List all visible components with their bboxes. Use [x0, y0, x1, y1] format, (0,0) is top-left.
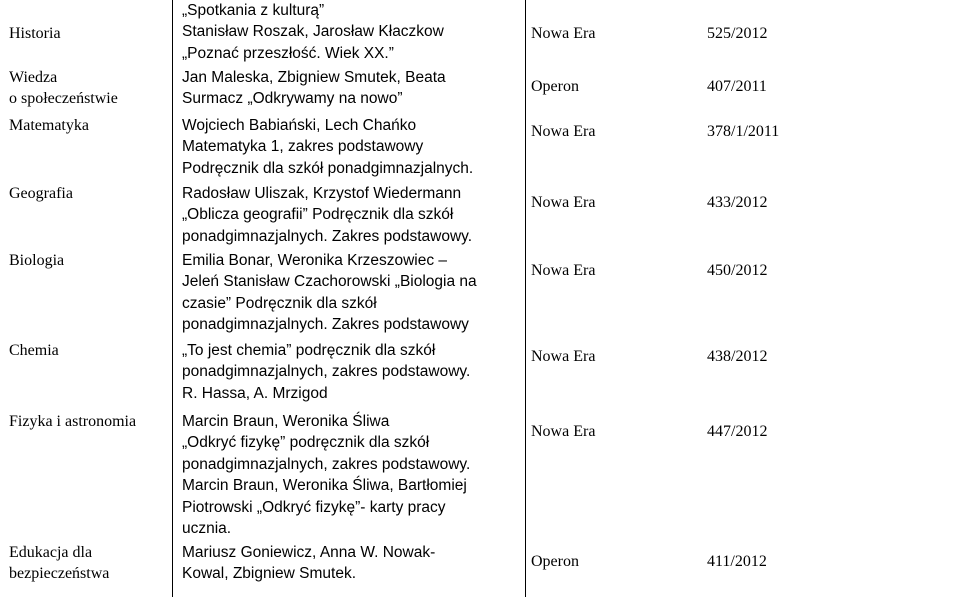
description-line: ponadgimnazjalnych, zakres podstawowy. — [182, 363, 471, 381]
publisher-cell: Nowa Era — [531, 123, 596, 140]
subject-cell — [9, 250, 64, 271]
description-line: Jeleń Stanisław Czachorowski „Biologia na — [182, 273, 477, 291]
subject-line: Wiedza — [9, 69, 58, 86]
description-line: ucznia. — [182, 520, 232, 538]
description-line: Mariusz Goniewicz, Anna W. Nowak- — [182, 544, 436, 561]
description-cell — [182, 250, 477, 336]
description-line: Marcin Braun, Weronika Śliwa — [182, 413, 390, 430]
description-cell — [182, 0, 444, 64]
description-line: czasie” Podręcznik dla szkół — [182, 294, 377, 312]
description-line: „Spotkania z kulturą” — [182, 2, 325, 19]
description-line: Podręcznik dla szkół ponadgimnazjalnych. — [182, 159, 474, 177]
subject-line: Fizyka i astronomia — [9, 413, 137, 430]
approval-number-cell: 407/2011 — [707, 78, 767, 95]
subject-line: Matematyka — [9, 117, 89, 134]
description-line: Marcin Braun, Weronika Śliwa, Bartłomiej — [182, 477, 467, 495]
subject-cell — [9, 23, 61, 44]
description-line: „To jest chemia” podręcznik dla szkół — [182, 342, 436, 359]
subject-line: Historia — [9, 25, 61, 42]
subject-cell — [9, 67, 118, 110]
column-divider — [525, 0, 526, 597]
approval-number-cell: 433/2012 — [707, 194, 768, 211]
description-line: Matematyka 1, zakres podstawowy — [182, 138, 424, 156]
subject-line: bezpieczeństwa — [9, 565, 110, 583]
approval-number-cell: 525/2012 — [707, 25, 768, 42]
subject-cell — [9, 183, 73, 204]
description-line: ponadgimnazjalnych, zakres podstawowy. — [182, 455, 471, 473]
publisher-cell: Nowa Era — [531, 423, 596, 440]
publisher-cell: Nowa Era — [531, 194, 596, 211]
description-line: Kowal, Zbigniew Smutek. — [182, 565, 357, 583]
description-cell — [182, 67, 446, 110]
description-line: „Oblicza geografii” Podręcznik dla szkół — [182, 206, 454, 224]
description-line: Stanisław Roszak, Jarosław Kłaczkow — [182, 23, 444, 41]
description-cell — [182, 411, 470, 539]
description-line: Surmacz „Odkrywamy na nowo” — [182, 90, 403, 108]
description-cell — [182, 115, 473, 179]
description-line: Emilia Bonar, Weronika Krzeszowiec – — [182, 252, 448, 269]
approval-number-cell: 411/2012 — [707, 553, 767, 570]
description-cell — [182, 340, 470, 404]
approval-number-cell: 438/2012 — [707, 348, 768, 365]
publisher-cell: Operon — [531, 553, 579, 570]
subject-line: o społeczeństwie — [9, 90, 118, 108]
description-line: „Poznać przeszłość. Wiek XX.” — [182, 44, 394, 62]
publisher-cell: Operon — [531, 78, 579, 95]
subject-cell — [9, 340, 59, 361]
description-line: „Odkryć fizykę” podręcznik dla szkół — [182, 434, 430, 452]
description-cell — [182, 542, 435, 585]
subject-line: Chemia — [9, 342, 59, 359]
approval-number-cell: 447/2012 — [707, 423, 768, 440]
description-line: ponadgimnazjalnych. Zakres podstawowy — [182, 316, 469, 334]
subject-line: Biologia — [9, 252, 65, 269]
description-cell — [182, 183, 472, 247]
subject-cell — [9, 411, 136, 432]
publisher-cell: Nowa Era — [531, 348, 596, 365]
subject-line: Edukacja dla — [9, 544, 93, 561]
description-line: ponadgimnazjalnych. Zakres podstawowy. — [182, 227, 473, 245]
description-line: Piotrowski „Odkryć fizykę”- karty pracy — [182, 498, 446, 516]
subject-cell — [9, 542, 109, 585]
publisher-cell: Nowa Era — [531, 25, 596, 42]
approval-number-cell: 378/1/2011 — [707, 123, 780, 140]
approval-number-cell: 450/2012 — [707, 262, 768, 279]
column-divider — [172, 0, 173, 597]
description-line: Wojciech Babiański, Lech Chańko — [182, 117, 417, 134]
subject-line: Geografia — [9, 185, 73, 202]
description-line: Radosław Uliszak, Krzystof Wiedermann — [182, 185, 462, 202]
description-line: R. Hassa, A. Mrzigod — [182, 384, 328, 402]
description-line: Jan Maleska, Zbigniew Smutek, Beata — [182, 69, 446, 86]
subject-cell — [9, 115, 89, 136]
publisher-cell: Nowa Era — [531, 262, 596, 279]
